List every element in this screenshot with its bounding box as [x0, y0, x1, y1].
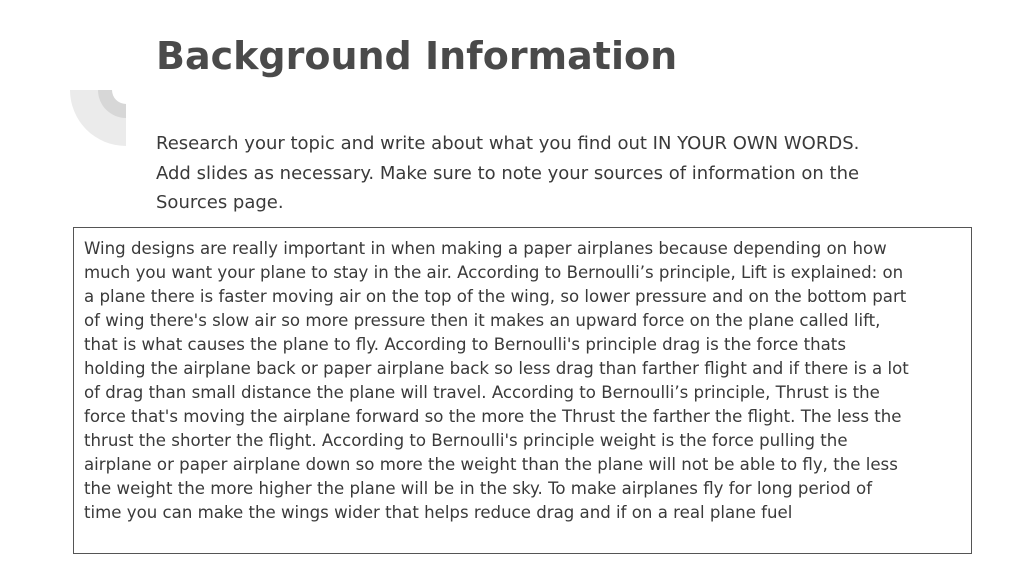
answer-line: of wing there's slow air so more pressure then it makes an upward force on the plane called lift,	[84, 311, 881, 330]
instructions-line: Research your topic and write about what you find out IN YOUR OWN WORDS.	[156, 133, 860, 154]
answer-line: that is what causes the plane to fly. According to Bernoulli's principle drag is the force thats	[84, 335, 846, 354]
answer-line: airplane or paper airplane down so more the weight than the plane will not be able to fly, the less	[84, 455, 898, 474]
answer-line: the weight the more higher the plane will be in the sky. To make airplanes fly for long period of	[84, 479, 873, 498]
answer-line: a plane there is faster moving air on the top of the wing, so lower pressure and on the bottom part	[84, 287, 907, 306]
answer-line: holding the airplane back or paper airplane back so less drag than farther flight and if there is a lot	[84, 359, 909, 378]
instructions-line: Add slides as necessary. Make sure to note your sources of information on the	[156, 162, 860, 184]
instructions-text	[156, 129, 956, 218]
answer-line: time you can make the wings wider that helps reduce drag and if on a real plane fuel	[84, 503, 793, 522]
answer-line: of drag than small distance the plane will travel. According to Bernoulli’s principle, Thrust is the	[84, 383, 880, 402]
answer-line: thrust the shorter the flight. According to Bernoulli's principle weight is the force pulling the	[84, 431, 848, 450]
answer-line: Wing designs are really important in when making a paper airplanes because depending on how	[84, 239, 887, 258]
answer-line: much you want your plane to stay in the air. According to Bernoulli’s principle, Lift is explained: on	[84, 263, 904, 282]
instructions-line: Sources page.	[156, 192, 284, 213]
answer-text[interactable]	[84, 237, 961, 525]
corner-decoration	[70, 90, 126, 146]
answer-line: force that's moving the airplane forward so the more the Thrust the farther the flight. The less the	[84, 407, 902, 426]
slide-title: Background Information	[156, 34, 678, 78]
answer-text-box[interactable]	[73, 227, 972, 554]
